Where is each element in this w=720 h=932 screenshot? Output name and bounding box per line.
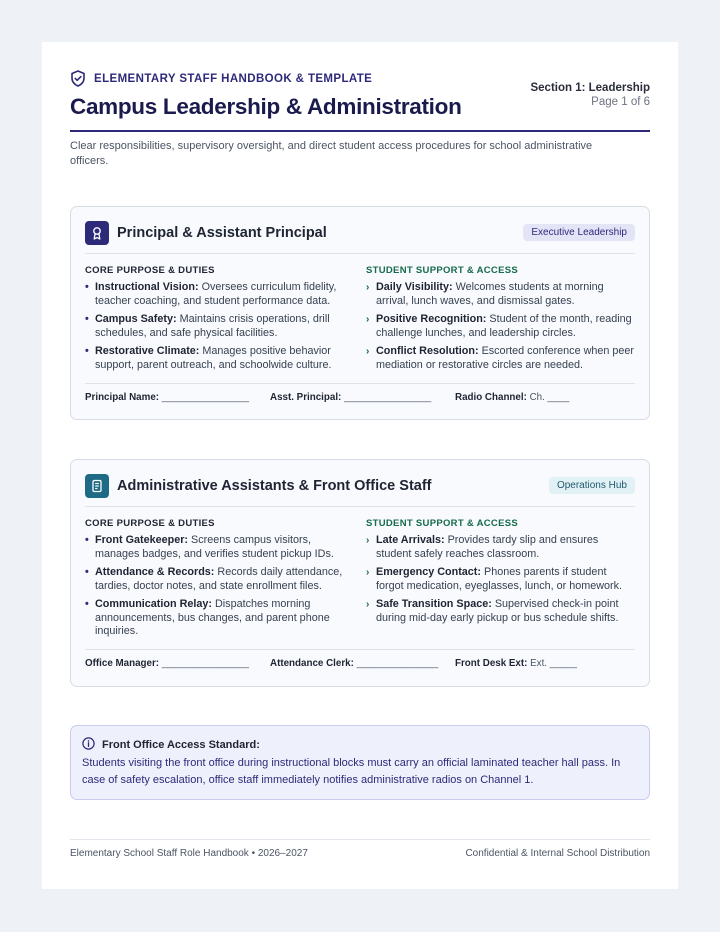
role-badge: Executive Leadership (523, 224, 635, 241)
support-item (366, 281, 636, 308)
duty-label: Restorative Climate: (95, 345, 200, 357)
signature-label: Asst. Principal: (270, 392, 342, 403)
signature-blank[interactable]: ________________ (161, 658, 249, 669)
duty-item (85, 598, 355, 639)
duty-item (85, 534, 355, 561)
signature-blank[interactable]: Ch. ____ (529, 392, 570, 403)
signature-field-attendance-clerk[interactable] (270, 658, 438, 669)
signature-label: Principal Name: (85, 392, 160, 403)
support-text: Provides tardy slip and ensures student safely reaches classroom. (376, 534, 599, 560)
header-rule (70, 130, 650, 132)
chevron-right-icon: › (366, 346, 370, 357)
support-text: Phones parents if student forgot medication, eyeglasses, lunch, or homework. (376, 566, 623, 592)
card-title: Administrative Assistants & Front Office Staff (117, 478, 432, 494)
duty-label: Attendance & Records: (95, 566, 215, 578)
support-text: Student of the month, reading challenge lunches, and leadership circles. (376, 313, 632, 339)
support-item (366, 313, 636, 340)
note-body: Students visiting the front office during instructional blocks must carry an official laminated teacher hall pass. In case of safety escalation, office staff immediately notifies administrative radios on Channel 1. (82, 757, 621, 786)
card-header (85, 474, 432, 498)
duty-label: Instructional Vision: (95, 281, 199, 293)
duty-text: Screens campus visitors, manages badges, and verifies student pickup IDs. (95, 534, 334, 560)
role-card-principal (70, 206, 650, 420)
support-item (366, 534, 636, 561)
access-standard-note (70, 725, 650, 800)
signature-blank[interactable]: Ext. _____ (530, 658, 577, 669)
bullet-icon: • (85, 281, 89, 293)
signature-blank[interactable]: ________________ (161, 392, 249, 403)
signature-divider (85, 383, 635, 384)
duty-text: Records daily attendance, tardies, doctor notes, and state enrollment files. (95, 566, 343, 592)
duty-text: Oversees curriculum fidelity, teacher coaching, and student performance data. (95, 281, 337, 307)
signature-field-principal[interactable] (85, 392, 249, 403)
support-heading: STUDENT SUPPORT & ACCESS (366, 518, 519, 529)
kicker-text: ELEMENTARY STAFF HANDBOOK & TEMPLATE (94, 72, 373, 85)
page-number: Page 1 of 6 (591, 96, 650, 108)
signature-field-radio[interactable] (455, 392, 569, 403)
section-name: Section 1: Leadership (530, 82, 650, 94)
duties-heading: CORE PURPOSE & DUTIES (85, 265, 215, 276)
support-column (366, 265, 636, 377)
support-item (366, 345, 636, 372)
support-text: Escorted conference when peer mediation or restorative circles are needed. (376, 345, 635, 371)
id-card-icon (85, 474, 109, 498)
role-badge: Operations Hub (549, 477, 635, 494)
support-label: Emergency Contact: (376, 566, 481, 578)
signature-label: Attendance Clerk: (270, 658, 354, 669)
support-label: Late Arrivals: (376, 534, 445, 546)
duties-column (85, 518, 355, 644)
intro-text: Clear responsibilities, supervisory oversight, and direct student access procedures for school administrative officers. (70, 140, 593, 167)
signature-label: Office Manager: (85, 658, 160, 669)
info-icon (82, 737, 95, 753)
chevron-right-icon: › (366, 599, 370, 610)
section-info (530, 82, 650, 108)
support-heading: STUDENT SUPPORT & ACCESS (366, 265, 519, 276)
support-label: Safe Transition Space: (376, 598, 492, 610)
chevron-right-icon: › (366, 567, 370, 578)
signature-field-office-manager[interactable] (85, 658, 249, 669)
support-label: Daily Visibility: (376, 281, 453, 293)
role-card-front-office (70, 459, 650, 687)
signature-divider (85, 649, 635, 650)
duties-heading: CORE PURPOSE & DUTIES (85, 518, 215, 529)
bullet-icon: • (85, 345, 89, 357)
handbook-page (42, 42, 678, 889)
signature-field-asst-principal[interactable] (270, 392, 431, 403)
note-header (82, 737, 260, 753)
duty-text: Manages positive behavior support, parent outreach, and schoolwide culture. (95, 345, 332, 371)
footer-left-text: Elementary School Staff Role Handbook • 2026–2027 (70, 848, 308, 859)
page-header (70, 70, 650, 120)
card-title: Principal & Assistant Principal (117, 225, 327, 241)
duties-column (85, 265, 355, 377)
support-label: Conflict Resolution: (376, 345, 479, 357)
signature-blank[interactable]: ________________ (344, 392, 432, 403)
shield-check-icon (70, 70, 86, 87)
duty-text: Dispatches morning announcements, bus changes, and parent phone inquiries. (95, 598, 330, 637)
footer-rule (70, 839, 650, 840)
bullet-icon: • (85, 566, 89, 578)
card-header (85, 221, 327, 245)
duty-text: Maintains crisis operations, drill schedules, and safe physical facilities. (95, 313, 330, 339)
duty-item (85, 281, 355, 308)
award-icon (85, 221, 109, 245)
support-item (366, 598, 636, 625)
signature-field-front-desk[interactable] (455, 658, 577, 669)
duty-label: Campus Safety: (95, 313, 177, 325)
support-label: Positive Recognition: (376, 313, 487, 325)
signature-label: Front Desk Ext: (455, 658, 528, 669)
note-title: Front Office Access Standard: (102, 739, 260, 751)
bullet-icon: • (85, 598, 89, 610)
duty-item (85, 345, 355, 372)
chevron-right-icon: › (366, 535, 370, 546)
support-item (366, 566, 636, 593)
support-text: Supervised check-in point during mid-day early pickup or bus schedule shifts. (376, 598, 619, 624)
duty-label: Front Gatekeeper: (95, 534, 188, 546)
support-column (366, 518, 636, 630)
bullet-icon: • (85, 313, 89, 325)
page-title: Campus Leadership & Administration (70, 94, 462, 119)
signature-label: Radio Channel: (455, 392, 527, 403)
support-text: Welcomes students at morning arrival, lunch waves, and dismissal gates. (376, 281, 604, 307)
chevron-right-icon: › (366, 282, 370, 293)
duty-item (85, 566, 355, 593)
bullet-icon: • (85, 534, 89, 546)
card-divider (85, 506, 635, 507)
signature-blank[interactable]: _______________ (356, 658, 439, 669)
chevron-right-icon: › (366, 314, 370, 325)
duty-item (85, 313, 355, 340)
duty-label: Communication Relay: (95, 598, 212, 610)
footer-right-text: Confidential & Internal School Distribution (465, 848, 650, 859)
card-divider (85, 253, 635, 254)
